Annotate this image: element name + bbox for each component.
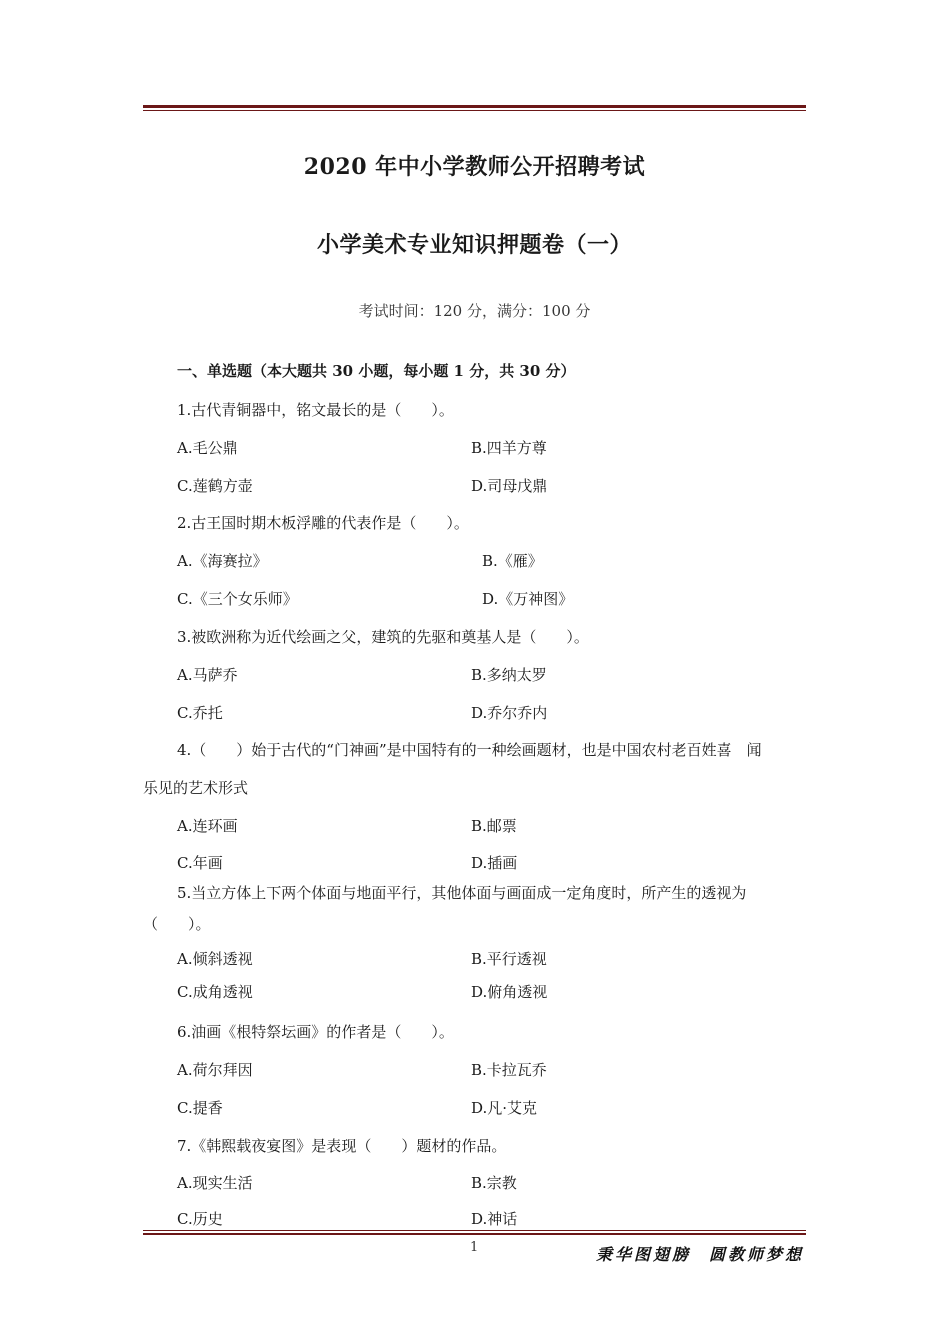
page-number: 1	[470, 1240, 479, 1255]
question-3-option-a: A.马萨乔	[177, 666, 238, 684]
question-6-option-c: C.提香	[177, 1099, 223, 1117]
header-rule	[143, 105, 806, 111]
question-1-option-b: B.四羊方尊	[471, 439, 547, 457]
section-heading: 一、单选题（本大题共 30 小题，每小题 1 分，共 30 分）	[177, 362, 576, 380]
question-4-option-c: C.年画	[177, 854, 223, 872]
question-6-stem: 6.油画《根特祭坛画》的作者是（ ）。	[177, 1023, 454, 1041]
question-3-stem: 3.被欧洲称为近代绘画之父，建筑的先驱和奠基人是（ ）。	[177, 628, 589, 646]
question-2-option-b: B.《雁》	[482, 552, 543, 570]
question-6-option-b: B.卡拉瓦乔	[471, 1061, 547, 1079]
question-5-stem-cont: （ ）。	[143, 915, 211, 933]
question-2-option-c: C.《三个女乐师》	[177, 590, 298, 608]
question-1-option-d: D.司母戊鼎	[471, 477, 548, 495]
question-1-option-c: C.莲鹤方壶	[177, 477, 253, 495]
question-7-stem: 7.《韩熙载夜宴图》是表现（ ）题材的作品。	[177, 1137, 507, 1155]
question-4-option-b: B.邮票	[471, 817, 517, 835]
question-3-option-c: C.乔托	[177, 704, 223, 722]
footer-rule	[143, 1230, 806, 1235]
footer-slogan-part1: 秉华图翅膀	[595, 1245, 691, 1264]
question-2-option-a: A.《海赛拉》	[177, 552, 268, 570]
page-title: 2020 年中小学教师公开招聘考试	[303, 154, 646, 180]
question-3-option-d: D.乔尔乔内	[471, 704, 548, 722]
question-2-option-d: D.《万神图》	[482, 590, 574, 608]
exam-info: 考试时间：120 分，满分：100 分	[358, 302, 591, 320]
question-3-option-b: B.多纳太罗	[471, 666, 547, 684]
question-7-option-a: A.现实生活	[177, 1174, 253, 1192]
footer-slogan-part2: 圆教师梦想	[708, 1245, 804, 1264]
question-2-stem: 2.古王国时期木板浮雕的代表作是（ ）。	[177, 514, 469, 532]
question-1-stem: 1.古代青铜器中，铭文最长的是（ ）。	[177, 401, 454, 419]
question-5-option-a: A.倾斜透视	[177, 950, 253, 968]
question-4-stem: 4.（ ）始于古代的“门神画”是中国特有的一种绘画题材，也是中国农村老百姓喜 闻	[177, 741, 762, 759]
question-1-option-a: A.毛公鼎	[177, 439, 238, 457]
question-7-option-d: D.神话	[471, 1210, 518, 1228]
question-5-option-c: C.成角透视	[177, 983, 253, 1001]
question-7-option-b: B.宗教	[471, 1174, 517, 1192]
question-5-stem: 5.当立方体上下两个体面与地面平行，其他体面与画面成一定角度时，所产生的透视为	[177, 884, 747, 902]
question-4-option-d: D.插画	[471, 854, 518, 872]
question-4-stem-cont: 乐见的艺术形式	[143, 779, 249, 797]
question-5-option-d: D.俯角透视	[471, 983, 548, 1001]
question-7-option-c: C.历史	[177, 1210, 223, 1228]
question-6-option-d: D.凡·艾克	[471, 1099, 538, 1117]
question-5-option-b: B.平行透视	[471, 950, 547, 968]
footer-slogan	[596, 1242, 804, 1265]
page-subtitle: 小学美术专业知识押题卷（一）	[316, 232, 632, 258]
question-6-option-a: A.荷尔拜因	[177, 1061, 253, 1079]
question-4-option-a: A.连环画	[177, 817, 238, 835]
